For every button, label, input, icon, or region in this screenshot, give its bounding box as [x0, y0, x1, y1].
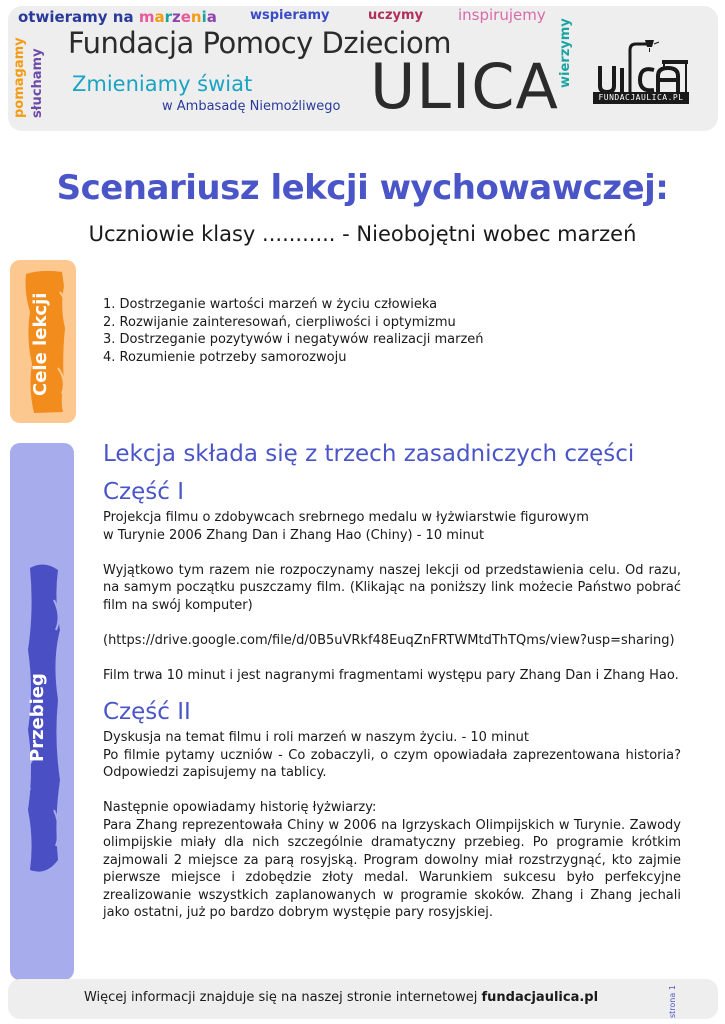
- slogan-wspieramy: wspieramy: [250, 8, 330, 23]
- part1-paragraph2: Wyjątkowo tym razem nie rozpoczynamy naszej lekcji od przedstawienia celu. Od razu, na samym początku puszczamy film. (Klikając na poniższy link możecie Państwo pobrać film na swój komputer): [103, 562, 681, 613]
- film-download-link[interactable]: (https://drive.google.com/file/d/0B5uVRkf48EuqZnFRTWMtdThTQms/view?usp=sharing): [103, 632, 675, 648]
- part1-line1: Projekcja filmu o zdobywcach srebrnego medalu w łyżwiarstwie figurowym: [103, 510, 589, 525]
- page-number: strona 1: [668, 985, 677, 1018]
- goals-list: [103, 296, 663, 366]
- page-title: Scenariusz lekcji wychowawczej:: [56, 168, 669, 208]
- slogan-otwieramy: otwieramy na marzenia: [18, 8, 217, 26]
- slogan-sluchamy: słuchamy: [30, 48, 45, 118]
- part2-paragraph1: Dyskusja na temat filmu i roli marzeń w naszym życiu. - 10 minut: [103, 730, 529, 745]
- goal-item: 2. Rozwijanie zainteresowań, cierpliwości i optymizmu: [103, 314, 456, 330]
- tab-label-przebieg: Przebieg: [27, 673, 48, 762]
- lesson-heading: Lekcja składa się z trzech zasadniczych części: [103, 441, 635, 467]
- part2-paragraph3: Następnie opowiadamy historię łyżwiarzy:: [103, 800, 377, 815]
- goal-item: 1. Dostrzeganie wartości marzeń w życiu człowieka: [103, 297, 438, 312]
- slogan-marzenia: marzenia: [138, 8, 217, 26]
- footer-site-link[interactable]: fundacjaulica.pl: [481, 990, 599, 1005]
- tab-label-cele: Cele lekcji: [30, 292, 51, 396]
- slogan-zmieniamy: Zmieniamy świat: [72, 72, 253, 96]
- lesson-content: [103, 437, 681, 922]
- part2-paragraph2: Po filmie pytamy uczniów - Co zobaczyli, o czym opowiadała zaprezentowana historia? Odpowiedzi zapisujemy na tablicy.: [103, 747, 681, 780]
- part1-paragraph3: Film trwa 10 minut i jest nagranymi fragmentami występu pary Zhang Dan i Zhang Hao.: [103, 667, 679, 683]
- slogan-ambasada: w Ambasadę Niemożliwego: [162, 99, 341, 114]
- part2-paragraph4: Para Zhang reprezentowała Chiny w 2006 na Igrzyskach Olimpijskich w Turynie. Zawody olimpijskie miały dla nich szczególnie dramatyczny przebieg. Po programie krótkim zajmowali 2 miejsce za parą rosyjską. Program dowolny miał rozstrzygnąć, kto zajmie pierwsze miejsce i zdobędzie złoty medal. Warunkiem sukcesu było perfekcyjne zrealizowanie wszystkich zaplanowanych w programie skoków. Zhang i Zhang jechali jako ostatni, już po bardzo dobrym występie pary rosyjskiej.: [103, 817, 681, 920]
- page-subtitle: Uczniowie klasy ........... - Nieobojętni wobec marzeń: [88, 222, 637, 246]
- footer-text: Więcej informacji znajduje się na naszej stronie internetowej fundacjaulica.pl: [83, 990, 599, 1005]
- goal-item: 3. Dostrzeganie pozytywów i negatywów realizacji marzeń: [103, 332, 484, 347]
- part2-title: Część II: [103, 699, 191, 725]
- slogan-uczymy: uczymy: [368, 8, 424, 23]
- slogan-wierzymy: wierzymy: [558, 18, 573, 88]
- part1-title: Część I: [103, 479, 185, 505]
- slogan-pomagamy: pomagamy: [12, 37, 27, 118]
- logo-url: FUNDACJAULICA.PL: [593, 92, 689, 104]
- part1-line2: w Turynie 2006 Zhang Dan i Zhang Hao (Chiny) - 10 minut: [103, 527, 485, 543]
- foundation-name: Fundacja Pomocy Dzieciom: [68, 26, 451, 60]
- foundation-ulica: ULICA: [370, 50, 559, 123]
- goal-item: 4. Rozumienie potrzeby samorozwoju: [103, 349, 347, 365]
- slogan-inspirujemy: inspirujemy: [458, 6, 546, 24]
